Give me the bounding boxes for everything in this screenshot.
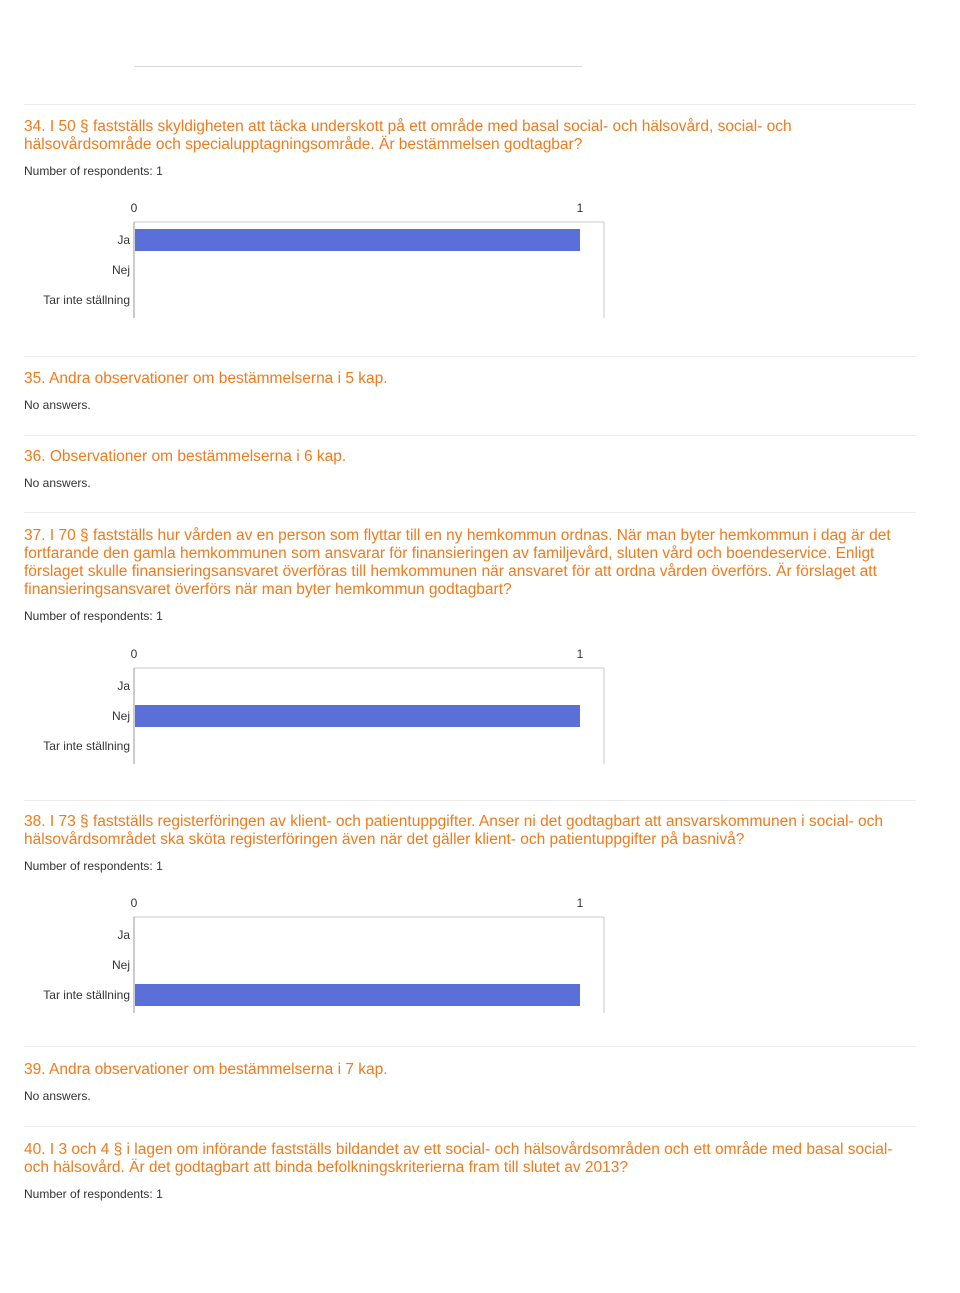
divider xyxy=(24,512,916,513)
category-label: Ja xyxy=(117,233,130,247)
bar-chart-svg xyxy=(24,200,584,320)
bar-ja xyxy=(135,229,580,251)
category-label: Tar inte ställning xyxy=(43,988,130,1002)
question-title: 36. Observationer om bestämmelserna i 6 kap. xyxy=(24,448,347,465)
question-title: 39. Andra observationer om bestämmelserna i 7 kap. xyxy=(24,1061,388,1078)
x-tick-label: 1 xyxy=(576,647,584,661)
category-label: Tar inte ställning xyxy=(43,293,130,307)
divider xyxy=(24,800,916,801)
x-tick-label: 1 xyxy=(576,896,584,910)
category-label: Nej xyxy=(111,958,130,972)
respondent-count: Number of respondents: 1 xyxy=(24,1187,163,1201)
chart-q38 xyxy=(24,895,584,1005)
category-label: Nej xyxy=(111,263,130,277)
category-label: Ja xyxy=(117,679,130,693)
question-35 xyxy=(24,370,914,412)
respondent-count: Number of respondents: 1 xyxy=(24,609,163,623)
divider xyxy=(24,104,916,105)
bar-tar-inte-ställning xyxy=(135,984,580,1006)
divider xyxy=(24,1046,916,1047)
x-tick-label: 0 xyxy=(130,201,138,215)
no-answers-text: No answers. xyxy=(24,476,91,490)
question-39 xyxy=(24,1061,914,1103)
no-answers-text: No answers. xyxy=(24,1089,91,1103)
question-title: 37. I 70 § fastställs hur vården av en person som flyttar till en ny hemkommun ordnas. När man byter hemkommun i dag är det fortfarande den gamla hemkommunen som ansvarar för finansieringen av familjevård, sluten vård och boendeservice. Enligt förslaget skulle finansieringsansvaret överföras till hemkommunen när ansvaret för att ordna vården överförs. Är förslaget att finansieringsansvaret överförs när man byter hemkommun godtagbart? xyxy=(24,527,891,598)
question-37 xyxy=(24,527,914,623)
divider xyxy=(24,1126,916,1127)
category-label: Tar inte ställning xyxy=(43,739,130,753)
respondent-count: Number of respondents: 1 xyxy=(24,164,163,178)
bar-chart-svg xyxy=(24,895,584,1015)
top-divider xyxy=(134,66,582,67)
question-title: 38. I 73 § fastställs registerföringen av klient- och patientuppgifter. Anser ni det godtagbart att ansvarskommunen i social- och hälsovårdsområdet ska sköta registerföringen även när det gäller klient- och patientuppgifter på basnivå? xyxy=(24,813,884,848)
question-40 xyxy=(24,1141,914,1201)
x-tick-label: 0 xyxy=(130,896,138,910)
question-title: 34. I 50 § fastställs skyldigheten att täcka underskott på ett område med basal social- och hälsovård, social- och hälsovårdsområde och specialupptagningsområde. Är bestämmelsen godtagbar? xyxy=(24,118,792,153)
category-label: Ja xyxy=(117,928,130,942)
bar-chart-svg xyxy=(24,646,584,766)
divider xyxy=(24,435,916,436)
x-tick-label: 1 xyxy=(576,201,584,215)
question-title: 40. I 3 och 4 § i lagen om införande fastställs bildandet av ett social- och hälsovårdsområden och ett område med basal social- och hälsovård. Är det godtagbart att binda befolkningskriterierna fram till slutet av 2013? xyxy=(24,1141,893,1176)
no-answers-text: No answers. xyxy=(24,398,91,412)
respondent-count: Number of respondents: 1 xyxy=(24,859,163,873)
chart-q37 xyxy=(24,646,584,756)
chart-q34 xyxy=(24,200,584,310)
question-36 xyxy=(24,448,914,490)
divider xyxy=(24,356,916,357)
x-tick-label: 0 xyxy=(130,647,138,661)
question-title: 35. Andra observationer om bestämmelserna i 5 kap. xyxy=(24,370,388,387)
question-38 xyxy=(24,813,914,873)
category-label: Nej xyxy=(111,709,130,723)
bar-nej xyxy=(135,705,580,727)
question-34 xyxy=(24,118,914,178)
